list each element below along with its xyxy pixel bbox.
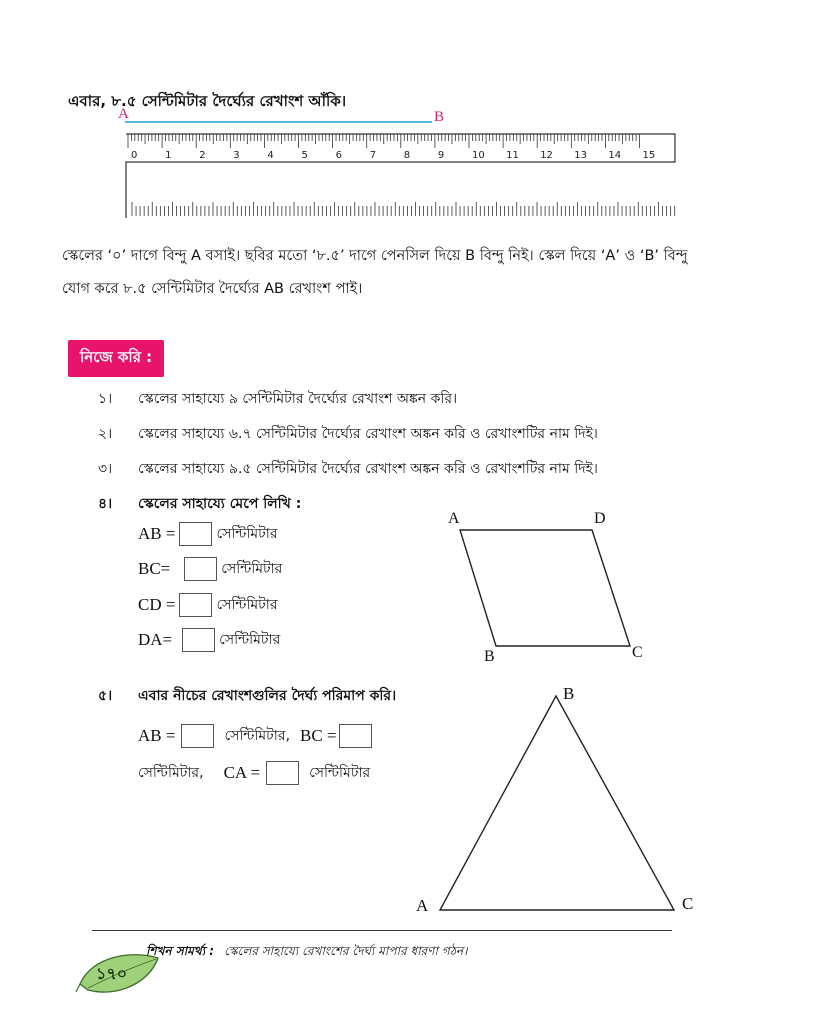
ruler-top-ticks: [128, 134, 640, 148]
measure-unit: সেন্টিমিটার: [216, 597, 278, 613]
answer-box-ab[interactable]: [179, 522, 212, 546]
task-number: ৪।: [98, 496, 113, 512]
learning-outcome-text: স্কেলের সাহায্যে রেখাংশের দৈর্ঘ্য মাপার ধারণা গঠন।: [224, 944, 468, 958]
measure-unit: সেন্টিমিটার: [309, 765, 371, 781]
ruler-label: 12: [540, 150, 553, 161]
answer-box-bc-2[interactable]: [339, 724, 372, 748]
answer-box-ab-2[interactable]: [181, 724, 214, 748]
ruler-label: 2: [199, 150, 206, 161]
ruler-label: 15: [642, 150, 656, 161]
measure-label: AB =: [138, 726, 176, 745]
ruler-label: 9: [437, 150, 445, 161]
ruler-label: 4: [267, 150, 274, 161]
measure-label: CA =: [223, 763, 261, 782]
vertex-a-label: A: [416, 896, 429, 915]
task-text: স্কেলের সাহায্যে ৬.৭ সেন্টিমিটার দৈর্ঘ্যের রেখাংশ অঙ্কন করি ও রেখাংশটির নাম দিই।: [138, 426, 598, 442]
task-number: ১।: [98, 391, 113, 407]
measure-row-ab: [138, 522, 278, 546]
measure-row-da: [138, 628, 280, 652]
measure-row-ab-bc: [138, 724, 376, 748]
ruler-svg: [110, 112, 690, 222]
parallelogram-shape: [460, 530, 630, 646]
instruction-paragraph: [62, 240, 762, 306]
learning-outcome: [146, 943, 467, 963]
task-item-3: [98, 457, 598, 481]
instruction-line-2: যোগ করে ৮.৫ সেন্টিমিটার দৈর্ঘ্যের AB রেখাংশ পাই।: [62, 281, 363, 297]
vertex-b-label: B: [563, 684, 575, 703]
task-4-heading: [98, 492, 301, 516]
measure-label: AB =: [138, 524, 176, 543]
triangle-shape: [440, 696, 674, 910]
ruler-label: 14: [608, 150, 622, 161]
task-text: স্কেলের সাহায্যে ৯ সেন্টিমিটার দৈর্ঘ্যের রেখাংশ অঙ্কন করি।: [138, 391, 458, 407]
footer-divider: [92, 930, 672, 931]
answer-box-bc[interactable]: [184, 557, 217, 581]
ruler-label: 10: [472, 150, 485, 161]
ruler-label: 5: [301, 150, 308, 161]
measure-unit: সেন্টিমিটার: [216, 526, 278, 542]
vertex-d-label: D: [594, 510, 606, 527]
triangle-figure: [410, 682, 710, 922]
measure-unit: সেন্টিমিটার,: [224, 728, 291, 744]
measure-label: BC=: [138, 559, 171, 578]
task-4-title: স্কেলের সাহায্যে মেপে লিখি :: [138, 496, 302, 512]
answer-box-ca[interactable]: [266, 761, 299, 785]
task-number: ২।: [98, 426, 113, 442]
ruler-labels: [131, 150, 655, 161]
task-item-2: [98, 422, 598, 446]
task-number: ৫।: [98, 688, 113, 704]
ruler-label: 1: [165, 150, 172, 161]
ruler-label: 7: [369, 150, 377, 161]
activity-badge: নিজে করি :: [68, 340, 164, 377]
measure-row-ca: [138, 761, 370, 785]
answer-box-cd[interactable]: [179, 593, 212, 617]
section-heading: এবার, ৮.৫ সেন্টিমিটার দৈর্ঘ্যের রেখাংশ আঁকি।: [68, 92, 347, 110]
ruler-label: 11: [506, 150, 519, 161]
point-b-label: B: [434, 109, 445, 125]
vertex-c-label: C: [682, 894, 694, 913]
vertex-b-label: B: [484, 648, 495, 665]
vertex-c-label: C: [632, 644, 643, 661]
measure-unit: সেন্টিমিটার,: [138, 765, 204, 781]
measure-label: DA=: [138, 630, 173, 649]
ruler-label: 3: [233, 150, 240, 161]
task-number: ৩।: [98, 461, 113, 477]
measure-unit: সেন্টিমিটার: [219, 632, 281, 648]
point-a-label: A: [118, 106, 129, 122]
measure-row-cd: [138, 593, 278, 617]
learning-outcome-label: শিখন সামর্থ্য :: [146, 944, 215, 958]
task-5-heading: [98, 684, 396, 708]
parallelogram-figure: [440, 508, 660, 668]
measure-unit: সেন্টিমিটার: [221, 561, 283, 577]
ruler-label: 8: [403, 150, 411, 161]
ruler-bottom-ticks: [132, 202, 675, 216]
ruler-label: 6: [335, 150, 342, 161]
triangle-svg: [410, 682, 710, 922]
ruler-label: 13: [574, 150, 588, 161]
page-number: ১৭০: [96, 964, 128, 983]
task-item-1: [98, 387, 457, 411]
vertex-a-label: A: [448, 510, 460, 527]
measure-label: CD =: [138, 595, 176, 614]
instruction-line-1: স্কেলের ‘০’ দাগে বিন্দু A বসাই। ছবির মতো ‘৮.৫’ দাগে পেনসিল দিয়ে B বিন্দু নিই। স্কেল দিয়ে ‘A’ ও ‘B’ বিন্দু: [62, 248, 688, 264]
ruler-label: 0: [131, 150, 138, 161]
ruler-figure: [110, 106, 690, 222]
measure-row-bc: [138, 557, 282, 581]
task-5-title: এবার নীচের রেখাংশগুলির দৈর্ঘ্য পরিমাপ করি।: [138, 688, 397, 704]
parallelogram-svg: [440, 508, 660, 668]
measure-label: BC =: [300, 726, 337, 745]
task-text: স্কেলের সাহায্যে ৯.৫ সেন্টিমিটার দৈর্ঘ্যের রেখাংশ অঙ্কন করি ও রেখাংশটির নাম দিই।: [138, 461, 598, 477]
answer-box-da[interactable]: [182, 628, 215, 652]
